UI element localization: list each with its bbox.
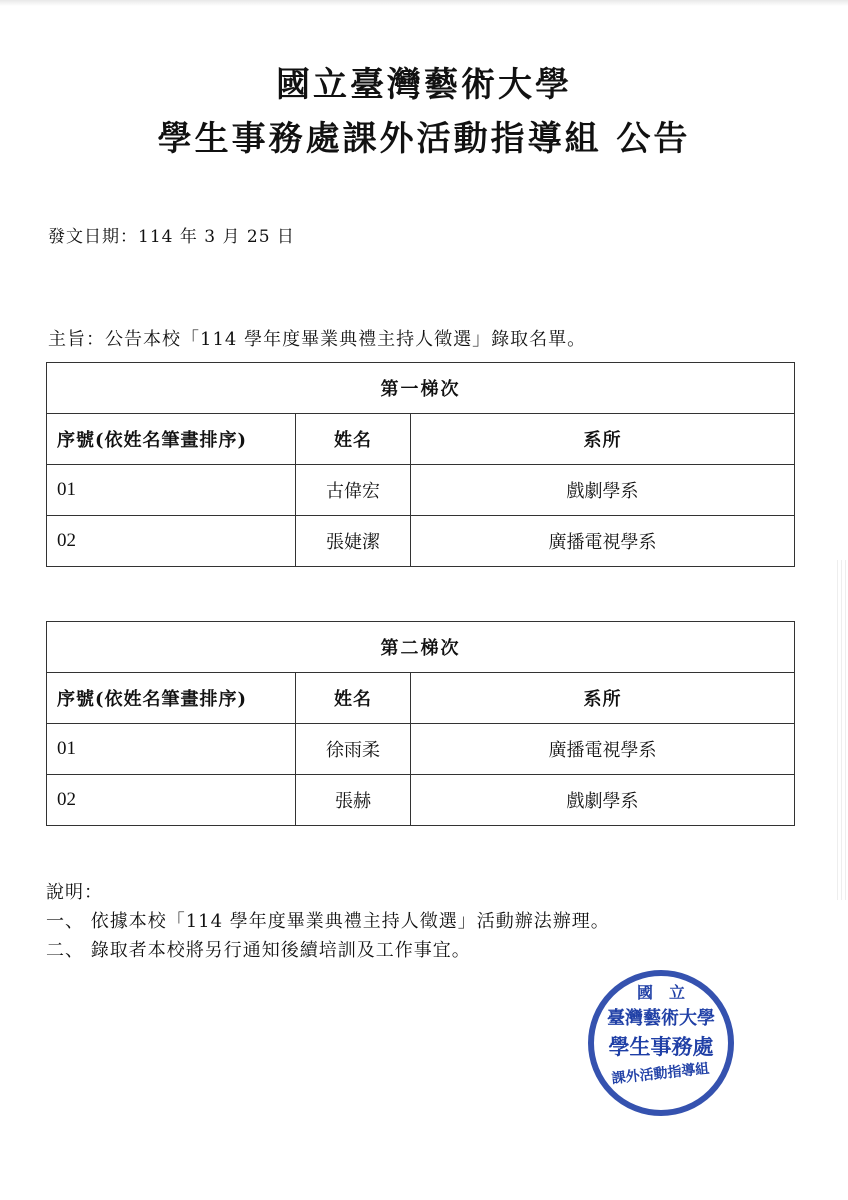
notes-item: 一、 依據本校「114 學年度畢業典禮主持人徵選」活動辦法辦理。 [46, 911, 610, 932]
cell-name: 徐雨柔 [296, 724, 411, 775]
table-row [47, 465, 795, 516]
table-caption: 第一梯次 [47, 363, 795, 414]
seal-line-3: 學生事務處 [608, 1034, 714, 1059]
document-title [0, 58, 848, 166]
cell-number: 01 [47, 724, 296, 775]
subject-line: 主旨：公告本校「114 學年度畢業典禮主持人徵選」錄取名單。 [48, 329, 587, 350]
roster-table-batch-1 [46, 362, 795, 567]
column-header-department: 系所 [411, 673, 795, 724]
cell-name: 古偉宏 [296, 465, 411, 516]
seal-line-4: 課外活動指導組 [611, 1060, 711, 1088]
table-caption: 第二梯次 [47, 622, 795, 673]
column-header-name: 姓名 [296, 673, 411, 724]
table-row [47, 724, 795, 775]
title-office: 學生事務處課外活動指導組 公告 [157, 119, 691, 159]
official-seal-stamp [586, 968, 736, 1118]
roster-table-batch-2 [46, 621, 795, 826]
column-header-number: 序號(依姓名筆畫排序) [47, 673, 296, 724]
cell-name: 張赫 [296, 775, 411, 826]
column-header-number: 序號(依姓名筆畫排序) [47, 414, 296, 465]
column-header-name: 姓名 [296, 414, 411, 465]
notes-heading: 說明： [46, 882, 103, 903]
cell-number: 01 [47, 465, 296, 516]
issue-date: 發文日期：114 年 3 月 25 日 [48, 227, 295, 247]
cell-department: 廣播電視學系 [411, 724, 795, 775]
scan-top-edge [0, 0, 848, 6]
seal-line-1: 國 立 [636, 983, 686, 1002]
seal-line-2: 臺灣藝術大學 [607, 1008, 715, 1029]
column-header-department: 系所 [411, 414, 795, 465]
cell-number: 02 [47, 516, 296, 567]
cell-department: 戲劇學系 [411, 465, 795, 516]
table-row [47, 775, 795, 826]
cell-department: 廣播電視學系 [411, 516, 795, 567]
cell-number: 02 [47, 775, 296, 826]
cell-department: 戲劇學系 [411, 775, 795, 826]
title-university: 國立臺灣藝術大學 [276, 65, 572, 105]
notes-item: 二、 錄取者本校將另行通知後續培訓及工作事宜。 [46, 940, 471, 961]
cell-name: 張婕潔 [296, 516, 411, 567]
table-header-row [47, 414, 795, 465]
table-row [47, 516, 795, 567]
notes-section [46, 878, 610, 965]
scan-right-edge [834, 560, 848, 900]
table-header-row [47, 673, 795, 724]
